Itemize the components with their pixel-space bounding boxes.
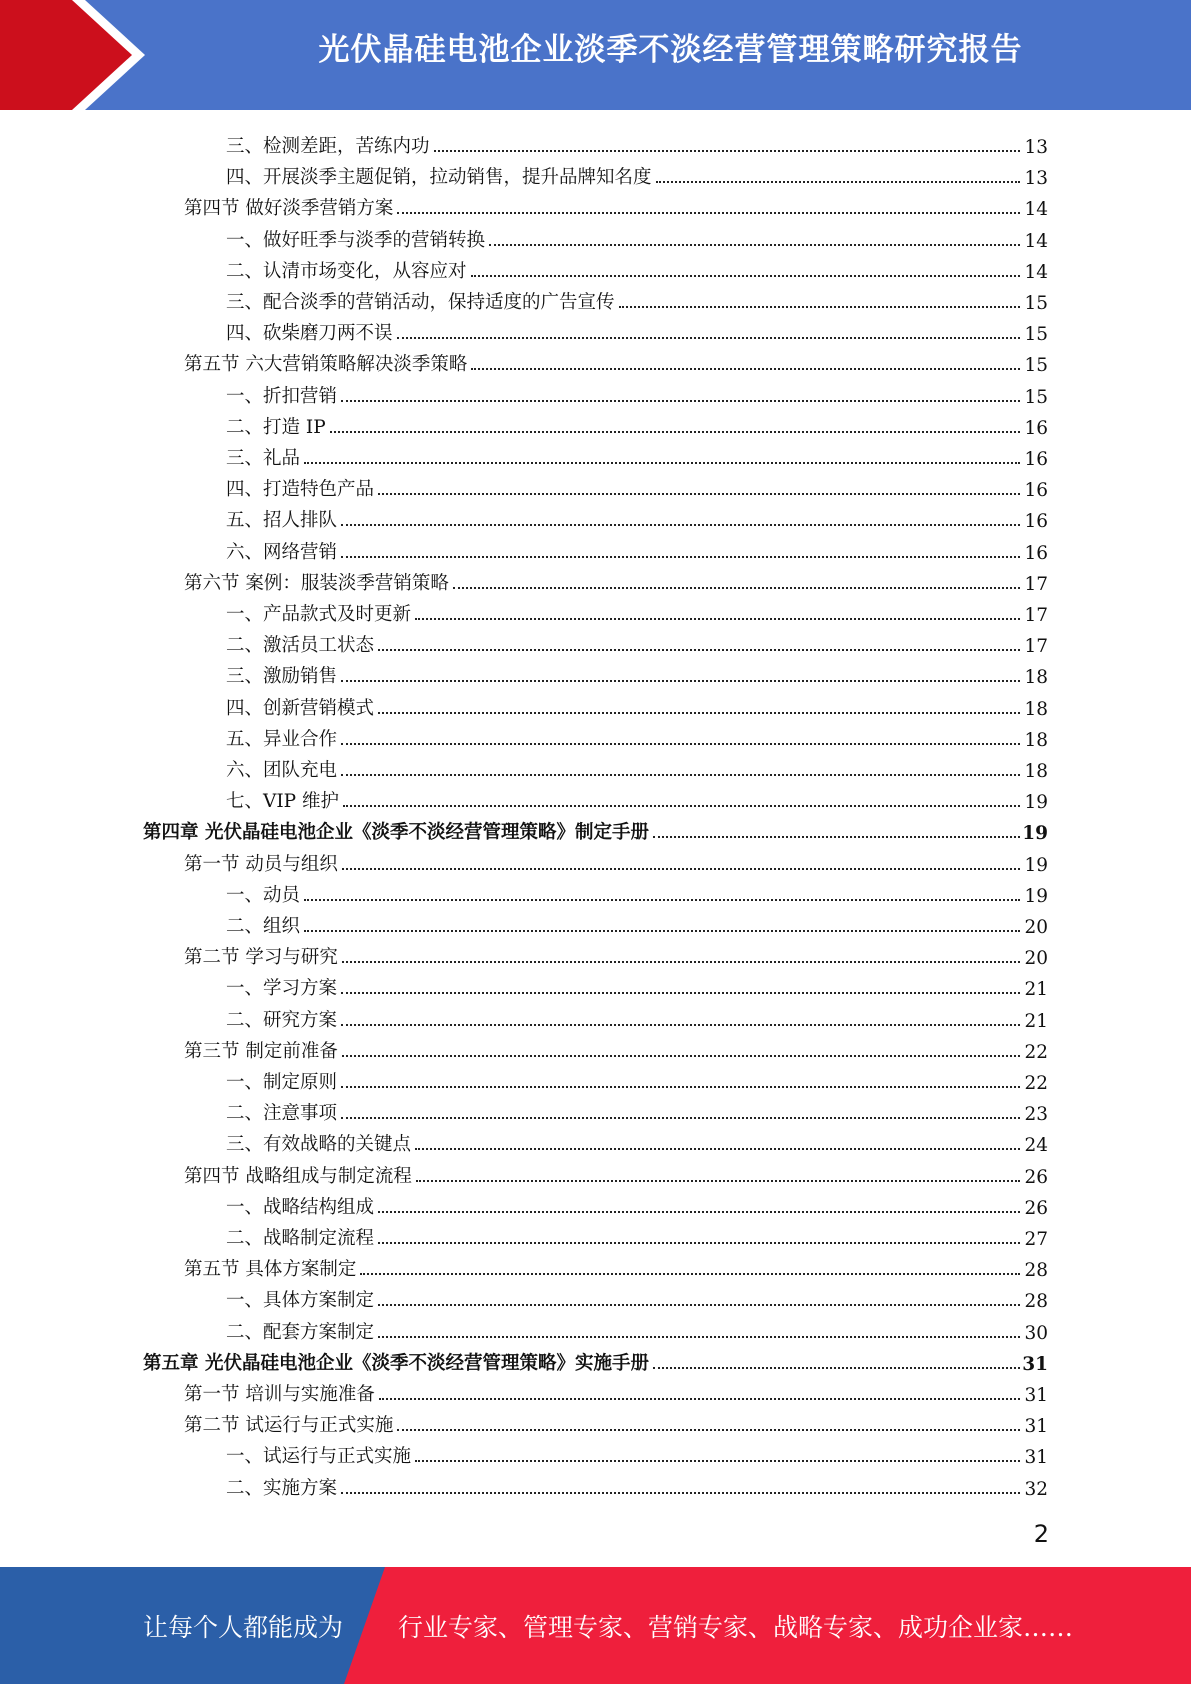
toc-entry-title: 五、异业合作 [226, 728, 338, 750]
toc-leader-dots [341, 556, 1020, 558]
document-title: 光伏晶硅电池企业淡季不淡经营管理策略研究报告 [318, 32, 1023, 68]
toc-entry-title: 六、网络营销 [226, 541, 338, 563]
toc-entry[interactable] [184, 1157, 1048, 1188]
toc-entry[interactable] [226, 1437, 1048, 1468]
toc-leader-dots [653, 1367, 1020, 1369]
toc-entry-title: 一、制定原则 [226, 1072, 338, 1093]
toc-entry-title: 三、配合淡季的营销活动，保持适度的广告宣传 [226, 292, 615, 313]
toc-entry-title: 第二节 试运行与正式实施 [184, 1415, 394, 1437]
toc-entry-page: 31 [1024, 1416, 1048, 1438]
toc-leader-dots [415, 618, 1020, 620]
toc-entry[interactable] [226, 252, 1048, 283]
toc-leader-dots [341, 774, 1020, 776]
toc-entry[interactable] [184, 564, 1048, 595]
toc-entry-page: 17 [1024, 605, 1048, 626]
toc-entry-title: 第一节 培训与实施准备 [184, 1384, 375, 1405]
toc-entry-title: 三、激励销售 [226, 666, 338, 688]
toc-entry-title: 第二节 学习与研究 [184, 947, 338, 969]
toc-entry-page: 19 [1024, 854, 1048, 876]
toc-entry-page: 28 [1024, 1291, 1048, 1313]
toc-entry-page: 19 [1022, 823, 1048, 845]
toc-entry-title: 二、打造 IP [226, 416, 326, 438]
toc-entry-page: 32 [1024, 1478, 1048, 1500]
toc-entry[interactable] [226, 751, 1048, 782]
toc-leader-dots [341, 1492, 1020, 1494]
toc-entry[interactable] [226, 439, 1048, 470]
toc-entry-title: 五、招人排队 [226, 510, 338, 532]
toc-leader-dots [341, 743, 1020, 745]
toc-leader-dots [378, 1336, 1020, 1338]
toc-entry-title: 一、学习方案 [226, 978, 338, 1000]
toc-entry-title: 六、团队充电 [226, 760, 338, 781]
toc-entry-title: 四、创新营销模式 [226, 697, 375, 719]
toc-entry-page: 18 [1024, 761, 1048, 782]
toc-entry-page: 15 [1024, 386, 1048, 408]
toc-leader-dots [341, 1024, 1020, 1026]
toc-entry-title: 一、具体方案制定 [226, 1290, 375, 1312]
toc-entry[interactable] [226, 1219, 1048, 1250]
toc-entry-page: 16 [1024, 542, 1048, 564]
toc-entry[interactable] [226, 689, 1048, 720]
toc-entry[interactable] [226, 595, 1048, 626]
toc-entry[interactable] [226, 782, 1048, 813]
toc-entry-title: 二、组织 [226, 916, 301, 937]
toc-entry-page: 15 [1024, 324, 1048, 346]
toc-leader-dots [378, 712, 1020, 714]
toc-entry-page: 17 [1024, 573, 1048, 595]
toc-leader-dots [379, 1398, 1020, 1400]
toc-entry-title: 二、实施方案 [226, 1477, 338, 1499]
toc-entry-page: 13 [1024, 137, 1048, 158]
toc-leader-dots [653, 836, 1020, 838]
toc-leader-dots [304, 899, 1020, 901]
toc-entry-page: 15 [1024, 355, 1048, 377]
toc-entry-title: 一、试运行与正式实施 [226, 1446, 412, 1468]
toc-entry-page: 22 [1024, 1073, 1048, 1094]
toc-entry[interactable] [226, 1063, 1048, 1094]
toc-entry-page: 31 [1024, 1385, 1048, 1406]
toc-entry-title: 第六节 案例：服装淡季营销策略 [184, 572, 449, 594]
toc-entry-page: 21 [1024, 1010, 1048, 1032]
toc-entry[interactable] [226, 470, 1048, 501]
toc-entry-title: 七、VIP 维护 [226, 791, 339, 813]
toc-entry-title: 第四节 战略组成与制定流程 [184, 1165, 412, 1187]
toc-entry-title: 第三节 制定前准备 [184, 1040, 338, 1062]
toc-leader-dots [489, 244, 1020, 246]
toc-leader-dots [397, 1429, 1020, 1431]
toc-entry-page: 18 [1024, 729, 1048, 751]
toc-leader-dots [416, 1180, 1020, 1182]
toc-entry[interactable] [226, 1313, 1048, 1344]
toc-leader-dots [341, 1117, 1020, 1119]
toc-entry-title: 二、配套方案制定 [226, 1321, 375, 1343]
toc-entry[interactable] [226, 1125, 1048, 1156]
page-number: 2 [1033, 1520, 1049, 1548]
toc-entry[interactable] [184, 845, 1048, 876]
toc-entry[interactable] [143, 1344, 1048, 1375]
toc-entry[interactable] [184, 1406, 1048, 1437]
toc-entry[interactable] [226, 1469, 1048, 1500]
toc-entry[interactable] [226, 876, 1048, 907]
toc-entry[interactable] [226, 533, 1048, 564]
toc-entry-title: 二、激活员工状态 [226, 635, 375, 657]
toc-entry-page: 16 [1024, 449, 1048, 470]
toc-entry[interactable] [226, 314, 1048, 345]
toc-entry[interactable] [226, 626, 1048, 657]
toc-entry[interactable] [226, 377, 1048, 408]
toc-leader-dots [342, 961, 1020, 963]
toc-leader-dots [453, 587, 1020, 589]
toc-entry-title: 一、战略结构组成 [226, 1196, 375, 1218]
toc-entry-page: 18 [1024, 667, 1048, 689]
toc-entry[interactable] [226, 1281, 1048, 1312]
toc-entry-page: 14 [1024, 230, 1048, 252]
toc-entry-title: 一、做好旺季与淡季的营销转换 [226, 229, 486, 251]
footer-slogan-left: 让每个人都能成为 [143, 1613, 344, 1642]
toc-leader-dots [397, 337, 1020, 339]
toc-entry-title: 一、折扣营销 [226, 385, 338, 407]
toc-leader-dots [343, 805, 1020, 807]
toc-entry-page: 13 [1024, 168, 1048, 190]
toc-entry[interactable] [226, 1094, 1048, 1125]
toc-entry-page: 20 [1024, 917, 1048, 938]
toc-entry-page: 28 [1024, 1260, 1048, 1282]
toc-leader-dots [304, 462, 1020, 464]
toc-entry-page: 24 [1024, 1135, 1048, 1157]
toc-entry-title: 第四章 光伏晶硅电池企业《淡季不淡经营管理策略》制定手册 [143, 822, 649, 844]
toc-entry-title: 二、注意事项 [226, 1103, 338, 1125]
toc-leader-dots [378, 493, 1020, 495]
toc-entry-title: 一、产品款式及时更新 [226, 604, 412, 625]
toc-entry-page: 15 [1024, 293, 1048, 314]
toc-entry[interactable] [184, 938, 1048, 969]
toc-leader-dots [360, 1273, 1020, 1275]
footer-band [0, 1567, 1191, 1684]
toc-leader-dots [341, 524, 1020, 526]
toc-entry[interactable] [143, 813, 1048, 844]
toc-entry[interactable] [184, 189, 1048, 220]
toc-entry-title: 三、检测差距，苦练内功 [226, 136, 430, 157]
toc-entry-page: 26 [1024, 1197, 1048, 1219]
toc-entry[interactable] [226, 158, 1048, 189]
header-band [0, 0, 1191, 110]
toc-entry[interactable] [226, 283, 1048, 314]
toc-entry-page: 14 [1024, 199, 1048, 221]
toc-entry-page: 19 [1024, 792, 1048, 814]
toc-leader-dots [656, 181, 1020, 183]
toc-entry[interactable] [226, 1188, 1048, 1219]
toc-entry-page: 18 [1024, 698, 1048, 720]
toc-entry[interactable] [226, 969, 1048, 1000]
toc-entry-page: 17 [1024, 636, 1048, 658]
toc-entry[interactable] [184, 1375, 1048, 1406]
toc-leader-dots [341, 992, 1020, 994]
toc-leader-dots [378, 1242, 1020, 1244]
toc-entry-page: 14 [1024, 261, 1048, 283]
toc-entry-title: 第五章 光伏晶硅电池企业《淡季不淡经营管理策略》实施手册 [143, 1352, 649, 1374]
toc-entry-title: 二、认清市场变化，从容应对 [226, 260, 467, 282]
toc-entry[interactable] [226, 127, 1048, 158]
toc-leader-dots [415, 1148, 1020, 1150]
toc-leader-dots [378, 1211, 1020, 1213]
toc-entry[interactable] [184, 1032, 1048, 1063]
toc-entry-title: 第四节 做好淡季营销方案 [184, 198, 394, 220]
toc-entry-page: 30 [1024, 1322, 1048, 1344]
toc-entry-title: 第五节 具体方案制定 [184, 1259, 357, 1281]
toc-entry-page: 16 [1024, 480, 1048, 502]
toc-entry-page: 16 [1024, 417, 1048, 439]
toc-entry-title: 二、战略制定流程 [226, 1228, 375, 1249]
toc-entry[interactable] [226, 501, 1048, 532]
toc-entry-title: 二、研究方案 [226, 1009, 338, 1031]
toc-entry-title: 四、砍柴磨刀两不误 [226, 323, 393, 345]
toc-leader-dots [378, 1304, 1020, 1306]
toc-leader-dots [471, 275, 1020, 277]
toc-leader-dots [471, 368, 1020, 370]
toc-leader-dots [434, 150, 1020, 152]
toc-leader-dots [342, 868, 1020, 870]
toc-entry-title: 第一节 动员与组织 [184, 853, 338, 875]
toc-entry-title: 三、有效战略的关键点 [226, 1134, 412, 1156]
toc-entry[interactable] [226, 221, 1048, 252]
toc-entry-page: 31 [1024, 1447, 1048, 1469]
toc-entry[interactable] [226, 720, 1048, 751]
toc-entry-title: 一、动员 [226, 884, 301, 906]
toc-leader-dots [341, 680, 1020, 682]
toc-leader-dots [342, 1055, 1020, 1057]
toc-entry-title: 三、礼品 [226, 448, 301, 469]
toc-entry-page: 27 [1024, 1229, 1048, 1250]
toc-entry-page: 22 [1024, 1041, 1048, 1063]
toc-entry-page: 26 [1024, 1166, 1048, 1188]
toc-entry-page: 23 [1024, 1104, 1048, 1126]
toc-entry-title: 四、打造特色产品 [226, 479, 375, 501]
toc-entry[interactable] [226, 907, 1048, 938]
toc-entry-title: 四、开展淡季主题促销，拉动销售，提升品牌知名度 [226, 167, 652, 189]
toc-leader-dots [341, 400, 1020, 402]
footer-slogan-right: 行业专家、管理专家、营销专家、战略专家、成功企业家…… [398, 1613, 1074, 1642]
toc-leader-dots [330, 431, 1020, 433]
toc-leader-dots [397, 212, 1020, 214]
toc-entry-page: 21 [1024, 979, 1048, 1001]
toc-leader-dots [415, 1460, 1020, 1462]
toc-entry-title: 第五节 六大营销策略解决淡季策略 [184, 354, 468, 376]
header-arrow-decoration [0, 0, 150, 110]
toc-leader-dots [378, 649, 1020, 651]
toc-entry[interactable] [226, 408, 1048, 439]
toc-leader-dots [341, 1086, 1020, 1088]
toc-entry-page: 16 [1024, 511, 1048, 533]
toc-entry-page: 31 [1022, 1353, 1048, 1375]
toc-entry[interactable] [226, 657, 1048, 688]
toc-entry-page: 20 [1024, 948, 1048, 970]
toc-leader-dots [619, 306, 1020, 308]
toc-entry[interactable] [184, 1250, 1048, 1281]
toc-leader-dots [304, 930, 1020, 932]
toc-entry-page: 19 [1024, 885, 1048, 907]
toc-entry[interactable] [226, 1001, 1048, 1032]
toc-entry[interactable] [184, 345, 1048, 376]
